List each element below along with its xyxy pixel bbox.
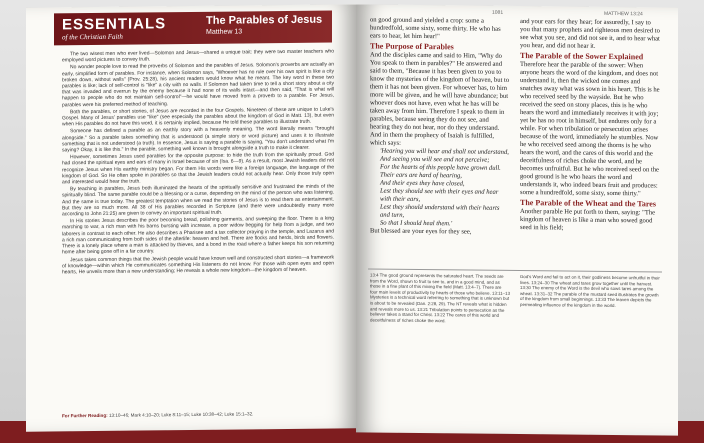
left-page [26, 4, 356, 431]
poem-line: 'Hearing you will hear and shall not understand, [380, 147, 509, 156]
article-body [62, 49, 334, 277]
paragraph: Jesus takes common things that the Jewish people would have known well and constructed short stories—a framework of knowledge—within which He communicates something His listeners do not know. For those with open eyes and open hearts, He unveils more than a new understanding; He reveals a whole new kingdom—the kingdom of heaven. [62, 254, 334, 276]
verse-text: on good ground and yielded a crop: some a hundredfold, some sixty, some thirty. He who has ears to hear, let him hear!" [370, 16, 501, 41]
poem-line: Lest they should see with their eyes and hear with their ears, [380, 187, 499, 203]
verse-text: But blessed are your eyes for they see, [370, 227, 472, 236]
paragraph: However, sometimes Jesus used parables for the opposite purpose: to hide the truth from the spiritually proud. God had closed the spiritual eyes and ears of many in Israel because of sin (Isa. 6—9). As a result, most Jewish leaders did not recognize Jesus when His earthly ministry began. For them His words were like a foreign language, the language of the kingdom of God. So He often spoke in parables so that the Jewish leaders could not actually hear. Only those truly open and interested would hear the truth. [62, 151, 334, 186]
section-heading: The Parable of the Sower Explained [520, 51, 644, 62]
page-number: 1081 [492, 9, 504, 16]
verse-text: Therefore hear the parable of the sower: When anyone hears the word of the kingdom, and does not understand it, then the wicked one comes and snatches away what was sown in his heart. This is he who received seed by the wayside. But he who received the seed on stony places, this is he who hears the word and immediately receives it with joy; yet he has no root in himself, but endures only for a while. For when tribulation or persecution arises because of the word, immediately he stumbles. Now he who received seed among the thorns is he who hears the word, and the cares of this world and the deceitfulness of riches choke the word, and he becomes unfruitful. But he who received seed on the good ground is he who hears the word and understands it, who indeed bears fruit and produces: some a hundredfold, some sixty, some thirty." [520, 61, 660, 198]
verse-text: And the disciples came and said to Him, "Why do You speak to them in parables?" He answered and said to them, "Because it has been given to you to know the mysteries of the kingdom of heaven, but to them it has not been given. For whoever has, to him more will be given, and he will have abundance; but whoever does not have, even what he has will be taken away from him. Therefore I speak to them in parables, because seeing they do not see, and hearing they do not hear, nor do they understand. And in them the prophecy of Isaiah is fulfilled, which says: [370, 51, 510, 147]
isaiah-quote [370, 147, 510, 228]
poem-line: So that I should heal them.' [380, 219, 453, 228]
verse-text: and your ears for they hear; for assuredly, I say to you that many prophets and righteous men desired to see what you see, and did not see it, and to hear what you hear, and did not hear it. [520, 18, 660, 50]
study-notes-left: 13:4 The good ground represents the saturated heart. The seeds are from the Word, shown to fruit to see to, and in a good mind, and as those in a fine plant of this mixing the field (Matt. 13:4–7). There are four main levels of productivity by hearts of those who believe. 13:11–13 Mysteries is a technical word referring to something that is unknown but is about to be revealed (Dan. 2:28, 29). The NT reveals what is hidden and reveals more to us. 13:21 Tribulation points to persecution as the believer takes a stand for Christ. 13:22 The cares of this world and deceitfulness of riches choke the word. [370, 272, 511, 324]
verse-text: Another parable He put forth to them, saying: "The kingdom of heaven is like a man who sowed good seed in his field; [520, 208, 656, 232]
running-header: MATTHEW 13:24 [604, 10, 643, 18]
scripture-column-1 [370, 16, 510, 236]
scripture-column-2 [520, 18, 660, 233]
banner-reference: Matthew 13 [206, 28, 243, 36]
further-reading [62, 411, 334, 419]
section-heading: The Parable of the Wheat and the Tares [520, 198, 656, 209]
paragraph: No wonder people love to read the proverbs of Solomon and the parables of Jesus. Solomon's proverbs are actually an early, simplified form of parables. For instance, when Solomon says, "Whoever has no rule over his own spirit is like a city broken down, without walls" (Prov. 25:28), his ancient readers would know what he meant. The key word in these two parables is like; lack of self-control is "like" a city with no walls. If Solomon had taken time to tell a short story about a city that was invaded and overrun by the enemy because it had none of its walls intact—and then said, "That is what will happen to people who do not maintain self-control"—he would have moved from a proverb to a parable. For Jesus, parables were his preferred method of teaching. [62, 61, 334, 108]
banner-subtitle: of the Christian Faith [62, 32, 123, 42]
banner-title: ESSENTIALS [62, 15, 167, 34]
paragraph: By teaching in parables, Jesus both illuminated the hearts of the spiritually sensitive and frustrated the minds of the spiritually blind. The same parable could be a blessing or a curse, depending on the mind of the person who was listening. And the same is true today. The greatest temptation when we read the stories of Jesus is to read them as entertainment. But they are so much more. All 38 of His parables recorded in Scripture (and there were undoubtedly many more according to John 21:25) are given to convey an important spiritual truth. [62, 183, 334, 218]
section-heading: The Purpose of Parables [370, 41, 454, 52]
right-page [356, 4, 678, 435]
poem-line: And their eyes they have closed, [380, 179, 465, 188]
poem-line: Their ears are hard of hearing, [380, 171, 462, 180]
paragraph: Both the parables, or short stories, of Jesus are recorded in the four Gospels. Nineteen of these are unique to Luke's Gospel. Many of Jesus' parables use "like" (see especially the parables about the kingdom of God in Matt. 13), but even when His parables do not have this word, it is certainly implied, because He told these parables to illustrate truth. [62, 106, 334, 128]
essentials-banner [54, 11, 332, 46]
poem-line: For the hearts of this people have grown dull. [380, 163, 501, 172]
study-notes-right: God's Word and fail to act on it, their godliness become unfruitful in their lives. 13:24–30 The wheat and tares grow together until the harvest. 13:30 The enemy of the Word is the devil who sows tares among the wheat. 13:31–32 The parable of the mustard seed illustrates the growth of the kingdom from small beginnings. 13:33 The leaven depicts the permeating influence of the kingdom in the world. [520, 274, 660, 309]
banner-heading: The Parables of Jesus [206, 13, 323, 27]
further-reading-label: For Further Reading: [62, 412, 108, 419]
poem-line: Lest they should understand with their hearts and turn, [380, 203, 500, 219]
paragraph: The two wisest men who ever lived—Solomon and Jesus—shared a unique trait: they were two master teachers who employed word pictures to convey truth. [62, 48, 334, 64]
paragraph: In His stories Jesus describes the poor becoming bread, polishing garments, and sweeping the floor. There is a king marching to war, a rich man with his barns bursting with increase, a poor widow begging for help from a judge, and two laborers in contrast to each other. He also describes a Pharisee and a tax collector praying in the temple, and Lazarus and a rich man communicating from both sides of the afterlife: heaven and hell. There are flocks and herds, birds and flowers. There is a lonely place where a man is attacked by thieves, and a bond in the road where a father keeps his son returning home after being gone off in a far country. [62, 215, 334, 256]
further-reading-refs: 13:10–46; Mark 4:10–20; Luke 8:11–15; Luke 10:38–42; Luke 15:1–32. [108, 411, 254, 418]
poem-line: And seeing you will see and not perceive; [380, 155, 490, 164]
paragraph: Someone has defined a parable as an earthly story with a heavenly meaning. The word literally means "brought alongside." So a parable takes something that is understood (a simple story or word picture) and uses it to illustrate something that is not understood (a truth). In essence, Jesus is saying a parable is saying, "You don't understand what I'm saying? Okay, it is like this." In the parable, something well known is brought alongside a truth to make it clearer. [62, 125, 334, 154]
